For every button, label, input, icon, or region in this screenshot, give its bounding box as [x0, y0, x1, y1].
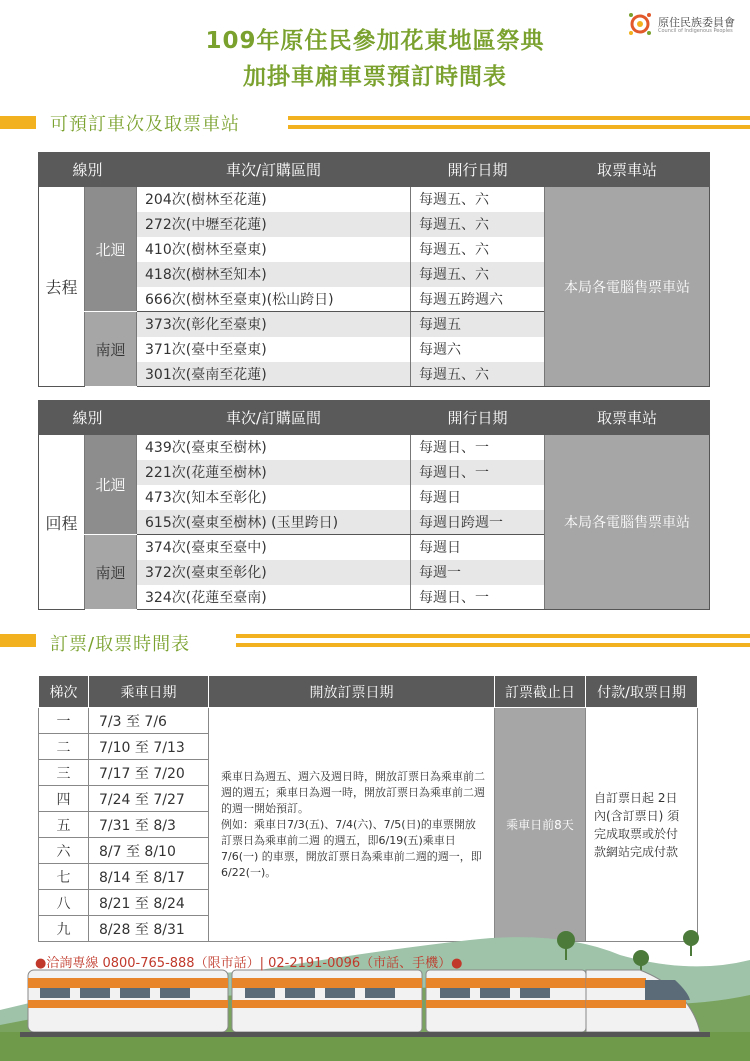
route-cell: 666次(樹林至臺東)(松山跨日): [137, 287, 411, 312]
tier-cell: 三: [39, 760, 89, 786]
open-date-paragraph: 例如：乘車日7/3(五)、7/4(六)、7/5(日)的車票開放訂票日為乘車前二週 的週五，即6/19(五)乘車日7/6(一) 的車票，開放訂票日為乘車前二週的週一，即6/22(一)。: [221, 817, 482, 879]
ride-date-cell: 7/24 至 7/27: [89, 786, 209, 812]
line-label: 南迴: [85, 535, 137, 610]
ride-date-cell: 8/7 至 8/10: [89, 838, 209, 864]
ride-date-cell: 7/3 至 7/6: [89, 708, 209, 734]
header-route: 車次/訂購區間: [137, 401, 411, 435]
page-title-line1: 109年原住民參加花東地區祭典: [205, 28, 545, 54]
header-route: 車次/訂購區間: [137, 153, 411, 187]
days-cell: 每週五、六: [411, 362, 545, 387]
header-days: 開行日期: [411, 401, 545, 435]
section-bar-left: [0, 634, 36, 647]
tier-cell: 八: [39, 890, 89, 916]
header-payment: 付款/取票日期: [586, 676, 698, 708]
return-rows: [39, 435, 710, 610]
days-cell: 每週日: [411, 485, 545, 510]
route-cell: 410次(樹林至臺東): [137, 237, 411, 262]
route-cell: 473次(知本至彰化): [137, 485, 411, 510]
header-tier: 梯次: [39, 676, 89, 708]
station-cell: 本局各電腦售票車站: [545, 435, 710, 610]
header-station: 取票車站: [545, 401, 710, 435]
line-label: 南迴: [85, 312, 137, 387]
route-cell: 374次(臺東至臺中): [137, 535, 411, 560]
route-cell: 372次(臺東至彰化): [137, 560, 411, 585]
table-row: [39, 435, 710, 460]
route-cell: 373次(彰化至臺東): [137, 312, 411, 337]
line-label: 北迴: [85, 435, 137, 535]
section-bar-left: [0, 116, 36, 129]
days-cell: 每週六: [411, 337, 545, 362]
days-cell: 每週日、一: [411, 460, 545, 485]
header-days: 開行日期: [411, 153, 545, 187]
route-cell: 324次(花蓮至臺南): [137, 585, 411, 610]
section-bar-right: [288, 116, 750, 129]
direction-label: 去程: [39, 187, 85, 387]
cutoff-cell: 乘車日前8天: [495, 708, 586, 942]
hotline-text: ●洽詢專線 0800-765-888（限市話）| 02-2191-0096（市話、手機）●: [35, 956, 463, 971]
logo-name: 原住民族委員會: [658, 16, 735, 29]
tier-cell: 五: [39, 812, 89, 838]
days-cell: 每週五、六: [411, 212, 545, 237]
section-title-booking: 訂票/取票時間表: [50, 634, 191, 655]
days-cell: 每週日、一: [411, 585, 545, 610]
payment-cell: 自訂票日起 2日內(含訂票日) 須完成取票或於付款網站完成付款: [586, 708, 698, 942]
outbound-train-table: [38, 152, 710, 387]
route-cell: 204次(樹林至花蓮): [137, 187, 411, 212]
route-cell: 418次(樹林至知本): [137, 262, 411, 287]
train-landscape-illustration: [0, 900, 750, 1061]
route-cell: 615次(臺東至樹林) (玉里跨日): [137, 510, 411, 535]
route-cell: 301次(臺南至花蓮): [137, 362, 411, 387]
ride-date-cell: 8/21 至 8/24: [89, 890, 209, 916]
table-row: [39, 187, 710, 212]
days-cell: 每週日跨週一: [411, 510, 545, 535]
days-cell: 每週一: [411, 560, 545, 585]
days-cell: 每週五、六: [411, 262, 545, 287]
booking-row: [39, 708, 698, 734]
ride-date-cell: 7/17 至 7/20: [89, 760, 209, 786]
header-cutoff: 訂票截止日: [495, 676, 586, 708]
header-station: 取票車站: [545, 153, 710, 187]
route-cell: 371次(臺中至臺東): [137, 337, 411, 362]
header-ride-date: 乘車日期: [89, 676, 209, 708]
header-open-date: 開放訂票日期: [209, 676, 495, 708]
ride-date-cell: 7/31 至 8/3: [89, 812, 209, 838]
tier-cell: 一: [39, 708, 89, 734]
open-date-paragraph: 乘車日為週五、週六及週日時，開放訂票日為乘車前二週的週五；乘車日為週一時，開放訂票日為乘車前二週的週一開始預訂。: [221, 769, 485, 815]
line-label: 北迴: [85, 187, 137, 312]
header-line: 線別: [39, 401, 137, 435]
tier-cell: 六: [39, 838, 89, 864]
days-cell: 每週五跨週六: [411, 287, 545, 312]
route-cell: 439次(臺東至樹林): [137, 435, 411, 460]
page-title-line2: 加掛車廂車票預訂時間表: [243, 64, 507, 90]
return-train-table: [38, 400, 710, 610]
days-cell: 每週五、六: [411, 237, 545, 262]
route-cell: 221次(花蓮至樹林): [137, 460, 411, 485]
ride-date-cell: 7/10 至 7/13: [89, 734, 209, 760]
tier-cell: 九: [39, 916, 89, 942]
section-bar-right: [236, 634, 750, 647]
days-cell: 每週五、六: [411, 187, 545, 212]
logo-english-name: Council of Indigenous Peoples: [658, 28, 733, 34]
days-cell: 每週日: [411, 535, 545, 560]
route-cell: 272次(中壢至花蓮): [137, 212, 411, 237]
days-cell: 每週五: [411, 312, 545, 337]
tier-cell: 四: [39, 786, 89, 812]
header-line: 線別: [39, 153, 137, 187]
station-cell: 本局各電腦售票車站: [545, 187, 710, 387]
section-title-trains: 可預訂車次及取票車站: [50, 114, 240, 135]
tier-cell: 七: [39, 864, 89, 890]
outbound-rows: [39, 187, 710, 387]
tier-cell: 二: [39, 734, 89, 760]
direction-label: 回程: [39, 435, 85, 610]
ride-date-cell: 8/14 至 8/17: [89, 864, 209, 890]
ride-date-cell: 8/28 至 8/31: [89, 916, 209, 942]
days-cell: 每週日、一: [411, 435, 545, 460]
